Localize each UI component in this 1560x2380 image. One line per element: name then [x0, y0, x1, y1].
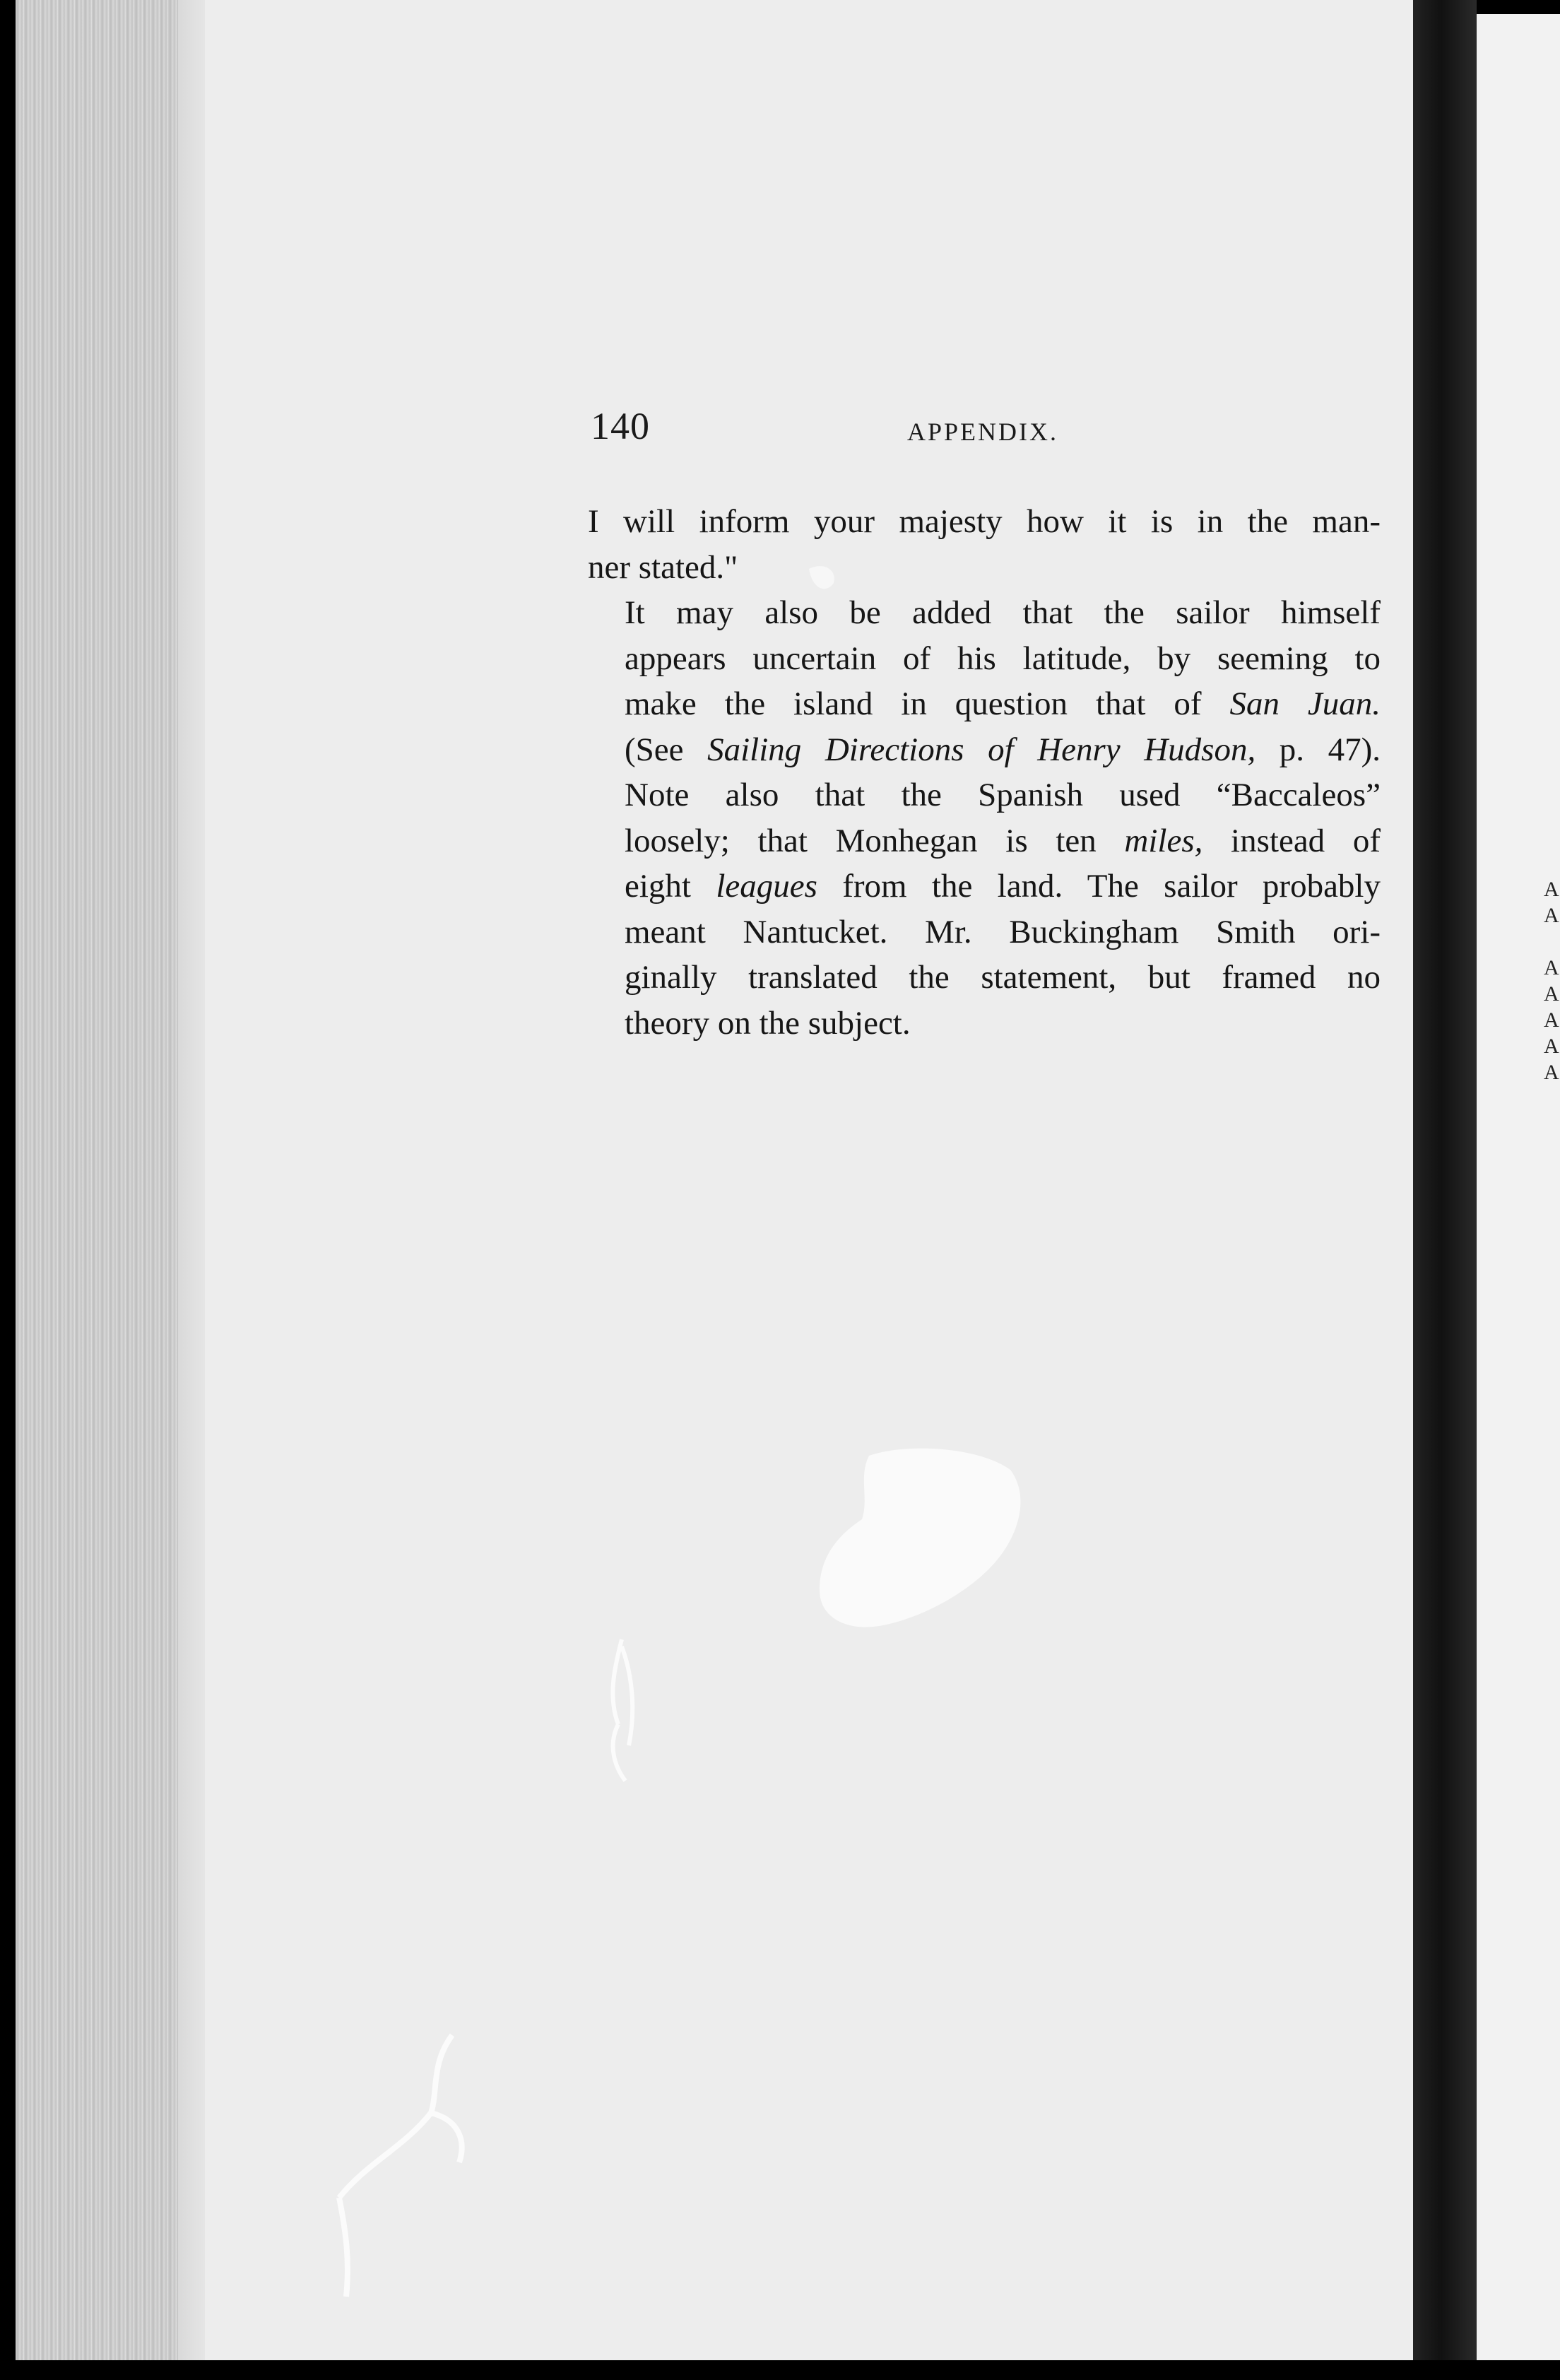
text-line: meant Nantucket. Mr. Buckingham Smith ori- — [625, 913, 1381, 950]
text-line: ner stated." — [588, 548, 738, 586]
text-line: I will inform your majesty how it is in the man- — [588, 503, 1381, 540]
italic-run: miles, — [1124, 822, 1203, 859]
facing-page-letters — [1544, 876, 1559, 1085]
facing-letter: A — [1544, 878, 1559, 901]
text-line: Note also that the Spanish used “Baccaleos” — [625, 777, 1381, 813]
book-gutter — [1413, 0, 1477, 2360]
italic-run: leagues — [716, 868, 817, 905]
facing-letter: A — [1544, 1061, 1559, 1084]
text-line — [588, 818, 1381, 864]
text-run: instead of — [1202, 822, 1381, 859]
text-line: ginally translated the statement, but framed no — [625, 959, 1381, 996]
facing-page — [1477, 14, 1560, 2360]
facing-letter: A — [1544, 956, 1559, 979]
page-edge-stack — [16, 0, 206, 2360]
italic-run: San Juan. — [1229, 685, 1381, 722]
text-run: p. 47). — [1255, 731, 1381, 768]
page-number: 140 — [591, 405, 650, 447]
left-page — [205, 0, 1413, 2360]
text-line: appears uncertain of his latitude, by seeming to — [625, 640, 1381, 677]
text-line — [588, 727, 1381, 773]
facing-letter: A — [1544, 904, 1559, 927]
body-text — [588, 499, 1381, 1046]
facing-letter: A — [1544, 1035, 1559, 1058]
facing-letter-gap — [1544, 929, 1559, 955]
text-run: loosely; that Monhegan is ten — [625, 822, 1125, 859]
text-run: eight — [625, 868, 716, 905]
scan-bottom-band — [0, 2360, 1560, 2380]
paragraph-2 — [588, 590, 1381, 1046]
text-line — [588, 681, 1381, 727]
text-line: It may also be added that the sailor himself — [625, 594, 1381, 631]
facing-letter: A — [1544, 982, 1559, 1006]
facing-letter: A — [1544, 1008, 1559, 1032]
running-head: APPENDIX. — [907, 418, 1059, 446]
text-line: theory on the subject. — [625, 1004, 911, 1042]
italic-run: Sailing Directions of Henry Hudson, — [707, 731, 1256, 768]
text-line — [588, 864, 1381, 909]
text-run: (See — [625, 731, 708, 768]
text-run: make the island in question that of — [625, 685, 1230, 722]
paragraph-1 — [588, 499, 1381, 590]
text-run: from the land. The sailor probably — [817, 868, 1381, 905]
